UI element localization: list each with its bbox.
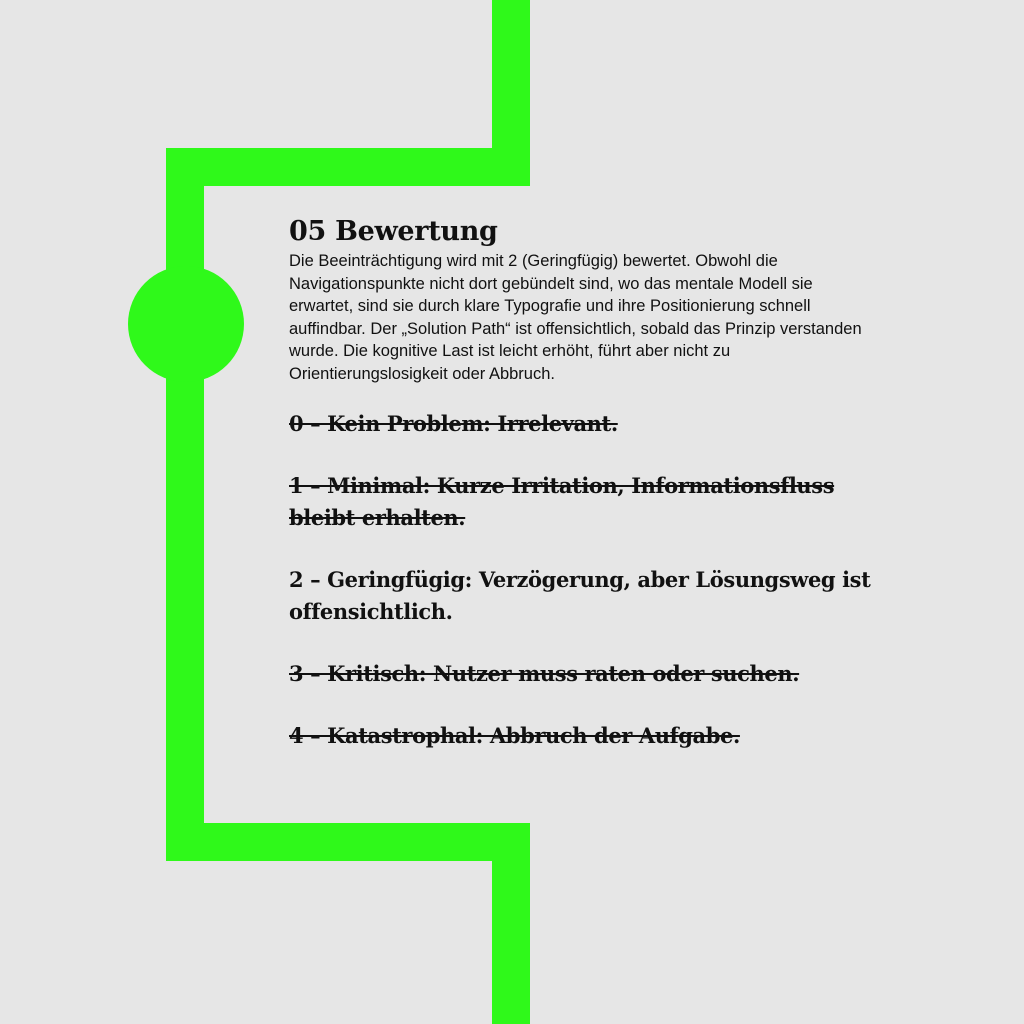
section-description: Die Beeinträchtigung wird mit 2 (Geringfügig) bewertet. Obwohl die Navigationspunkte nicht dort gebündelt sind, wo das mentale Modell sie erwartet, sind sie durch klare Typografie und ihre Positionierung schnell auffindbar. Der „Solution Path“ ist offensichtlich, sobald das Prinzip verstanden wurde. Die kognitive Last ist leicht erhöht, führt aber nicht zu Orientierungslosigkeit oder Abbruch. <box>289 252 862 383</box>
severity-scale <box>289 408 899 752</box>
timeline-node <box>128 266 244 382</box>
scale-item-0: 0 – Kein Problem: Irrelevant. <box>289 411 618 436</box>
scale-item-4: 4 – Katastrophal: Abbruch der Aufgabe. <box>289 723 740 748</box>
scale-item-2: 2 – Geringfügig: Verzögerung, aber Lösungsweg ist offensichtlich. <box>289 567 871 624</box>
rating-section <box>289 214 899 782</box>
scale-item-1: 1 – Minimal: Kurze Irritation, Informationsfluss bleibt erhalten. <box>289 473 835 530</box>
connector-left-vertical <box>166 148 204 861</box>
scale-item-3: 3 – Kritisch: Nutzer muss raten oder suchen. <box>289 661 800 686</box>
connector-bottom-horizontal <box>166 823 530 861</box>
connector-bottom-vertical <box>492 823 530 1024</box>
section-title: 05 Bewertung <box>289 216 498 247</box>
connector-top-horizontal <box>166 148 530 186</box>
